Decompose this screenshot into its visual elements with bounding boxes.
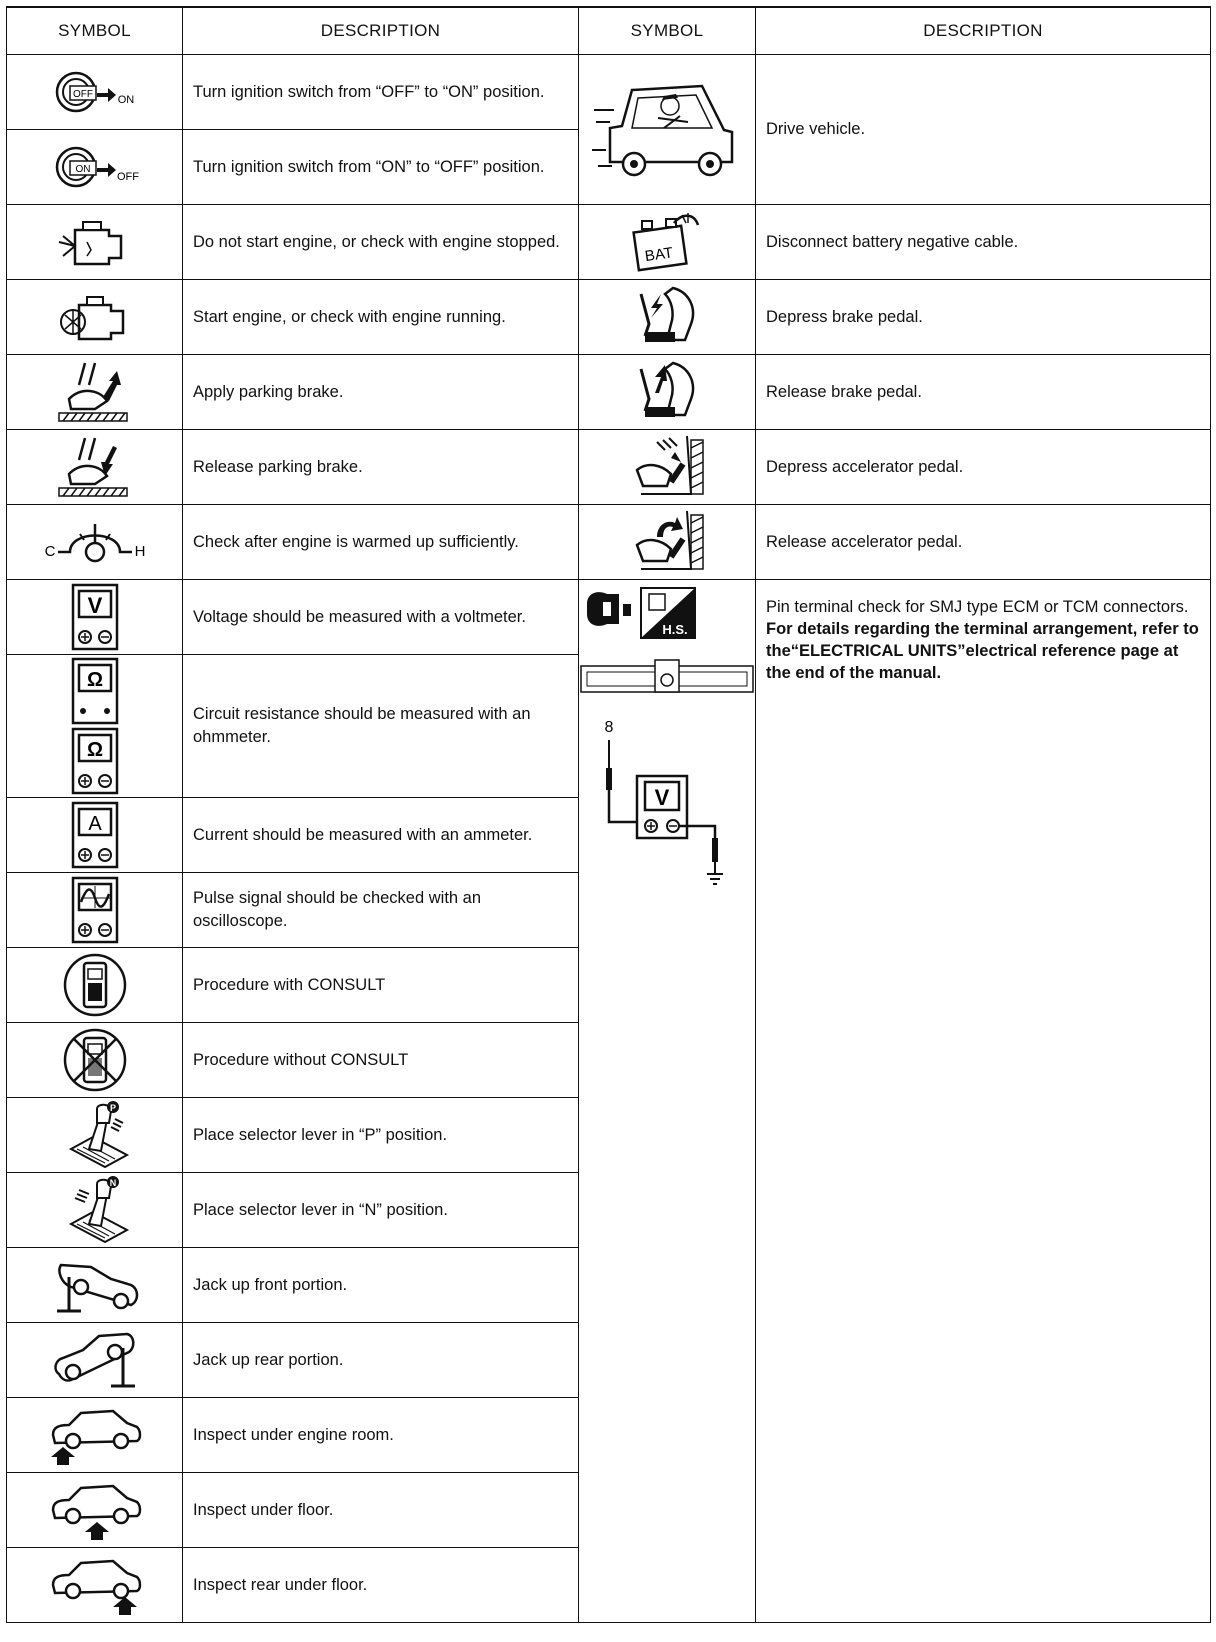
svg-text:Ω: Ω: [86, 669, 103, 691]
release-brake-pedal-icon: [579, 355, 756, 430]
svg-text:C: C: [44, 543, 55, 560]
consult-icon: [7, 948, 183, 1023]
description-cell: Turn ignition switch from “OFF” to “ON” position.: [183, 55, 579, 130]
description-cell: Circuit resistance should be measured with an ohmmeter.: [183, 655, 579, 798]
engine-running-icon: [7, 280, 183, 355]
svg-text:ON: ON: [75, 164, 90, 175]
description-cell: Check after engine is warmed up sufficiently.: [183, 505, 579, 580]
selector-lever-p-icon: [7, 1098, 183, 1173]
description-cell: Jack up rear portion.: [183, 1323, 579, 1398]
description-cell: Place selector lever in “N” position.: [183, 1173, 579, 1248]
ammeter-icon: [7, 798, 183, 873]
table-row: [7, 280, 1211, 355]
ignition-off-to-on-icon: [7, 55, 183, 130]
drive-vehicle-icon: [579, 55, 756, 205]
svg-text:V: V: [654, 785, 670, 810]
svg-text:A: A: [87, 813, 102, 835]
description-cell: Depress accelerator pedal.: [756, 430, 1211, 505]
description-cell: Procedure with CONSULT: [183, 948, 579, 1023]
table-row: [7, 55, 1211, 130]
symbol-table: [6, 6, 1211, 1623]
svg-text:8: 8: [604, 719, 614, 736]
pin-terminal-check-note: For details regarding the terminal arrangement, refer to the“ELECTRICAL UNITS”electrical reference page at the end of the manual.: [766, 620, 1199, 682]
jack-rear-icon: [7, 1323, 183, 1398]
description-cell: Procedure without CONSULT: [183, 1023, 579, 1098]
temperature-gauge-icon: [7, 505, 183, 580]
ohmmeter-icon: [7, 655, 183, 798]
engine-stopped-icon: [7, 205, 183, 280]
description-cell: Current should be measured with an ammeter.: [183, 798, 579, 873]
description-cell: Voltage should be measured with a voltmeter.: [183, 580, 579, 655]
description-cell: Apply parking brake.: [183, 355, 579, 430]
description-cell: Do not start engine, or check with engine stopped.: [183, 205, 579, 280]
description-cell: Start engine, or check with engine running.: [183, 280, 579, 355]
table-row: [7, 430, 1211, 505]
description-cell: Inspect rear under floor.: [183, 1548, 579, 1623]
voltmeter-icon: [7, 580, 183, 655]
selector-lever-n-icon: [7, 1173, 183, 1248]
header-symbol-left: SYMBOL: [7, 7, 183, 55]
depress-accelerator-icon: [579, 430, 756, 505]
pin-terminal-check-description: [756, 580, 1211, 1623]
svg-text:P: P: [109, 1103, 116, 1113]
inspect-engine-room-icon: [7, 1398, 183, 1473]
header-description-left: DESCRIPTION: [183, 7, 579, 55]
pin-terminal-check-text: Pin terminal check for SMJ type ECM or TCM connectors.: [766, 598, 1189, 616]
table-row: [7, 580, 1211, 655]
description-cell: Drive vehicle.: [756, 55, 1211, 205]
description-cell: Disconnect battery negative cable.: [756, 205, 1211, 280]
svg-text:N: N: [109, 1178, 116, 1188]
table-row: [7, 205, 1211, 280]
svg-text:Ω: Ω: [86, 739, 103, 761]
svg-text:OFF: OFF: [116, 171, 139, 183]
symbol-table-page: [6, 6, 1210, 1626]
svg-text:V: V: [87, 593, 102, 618]
header-description-right: DESCRIPTION: [756, 7, 1211, 55]
svg-text:H: H: [134, 543, 145, 560]
release-parking-brake-icon: [7, 430, 183, 505]
description-cell: Pulse signal should be checked with an oscilloscope.: [183, 873, 579, 948]
no-consult-icon: [7, 1023, 183, 1098]
description-cell: Inspect under engine room.: [183, 1398, 579, 1473]
svg-text:H.S.: H.S.: [662, 622, 688, 637]
description-cell: Turn ignition switch from “ON” to “OFF” position.: [183, 130, 579, 205]
inspect-rear-floor-icon: [7, 1548, 183, 1623]
table-header-row: [7, 7, 1211, 55]
inspect-floor-icon: [7, 1473, 183, 1548]
description-cell: Place selector lever in “P” position.: [183, 1098, 579, 1173]
svg-text:OFF: OFF: [72, 89, 93, 100]
apply-parking-brake-icon: [7, 355, 183, 430]
table-row: [7, 505, 1211, 580]
header-symbol-right: SYMBOL: [579, 7, 756, 55]
ignition-on-to-off-icon: [7, 130, 183, 205]
description-cell: Inspect under floor.: [183, 1473, 579, 1548]
oscilloscope-icon: [7, 873, 183, 948]
description-cell: Release parking brake.: [183, 430, 579, 505]
depress-brake-pedal-icon: [579, 280, 756, 355]
jack-front-icon: [7, 1248, 183, 1323]
description-cell: Jack up front portion.: [183, 1248, 579, 1323]
release-accelerator-icon: [579, 505, 756, 580]
description-cell: Depress brake pedal.: [756, 280, 1211, 355]
table-row: [7, 355, 1211, 430]
svg-text:ON: ON: [117, 94, 134, 106]
disconnect-battery-icon: [579, 205, 756, 280]
pin-terminal-check-icon: [579, 580, 756, 1623]
description-cell: Release accelerator pedal.: [756, 505, 1211, 580]
svg-text:BAT: BAT: [643, 244, 675, 266]
description-cell: Release brake pedal.: [756, 355, 1211, 430]
